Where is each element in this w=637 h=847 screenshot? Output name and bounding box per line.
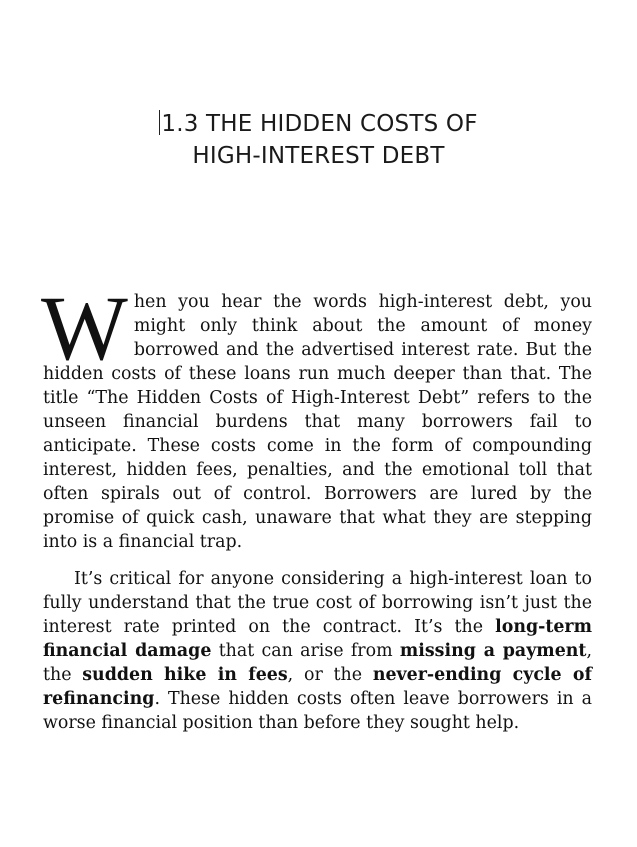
- paragraph-2: [43, 567, 592, 735]
- chapter-title-line-2: HIGH-INTEREST DEBT: [192, 143, 445, 169]
- paragraph-2-text-3: , the: [43, 641, 592, 685]
- body-text: [41, 277, 592, 735]
- drop-cap: W: [41, 277, 128, 379]
- paragraph-2-text-1: It’s critical for anyone considering a high-interest loan to fully understand that the true cost of borrowing isn’t just the interest rate printed on the contract. It’s the: [43, 569, 592, 637]
- paragraph-1: [41, 277, 592, 554]
- chapter-title-line-1-text: 1.3 THE HIDDEN COSTS OF: [161, 111, 478, 137]
- paragraph-2-text-2: that can arise from: [211, 641, 400, 661]
- chapter-title-line-1: [0, 108, 637, 140]
- paragraph-2-text-5: . These hidden costs often leave borrowers in a worse financial position than before they sought help.: [43, 689, 592, 733]
- paragraph-1-text: hen you hear the words high-interest debt, you might only think about the amount of money borrowed and the advertised interest rate. But the hidden costs of these loans run much deeper than that. The title “The Hidden Costs of High-Interest Debt” refers to the unseen financial burdens that many borrowers fail to anticipate. These costs come in the form of compounding interest, hidden fees, penalties, and the emotional toll that often spirals out of control. Borrowers are lured by the promise of quick cash, unaware that what they are stepping into is a financial trap.: [43, 292, 592, 552]
- emphasis-missing-payment: missing a payment: [399, 641, 587, 661]
- paragraph-2-text-4: , or the: [287, 665, 373, 685]
- emphasis-long-term-damage: long-term financial damage: [43, 617, 592, 661]
- emphasis-sudden-hike: sudden hike in fees: [82, 665, 288, 685]
- emphasis-refinancing-cycle: never-ending cycle of refinancing: [43, 665, 592, 709]
- chapter-title: [0, 108, 637, 172]
